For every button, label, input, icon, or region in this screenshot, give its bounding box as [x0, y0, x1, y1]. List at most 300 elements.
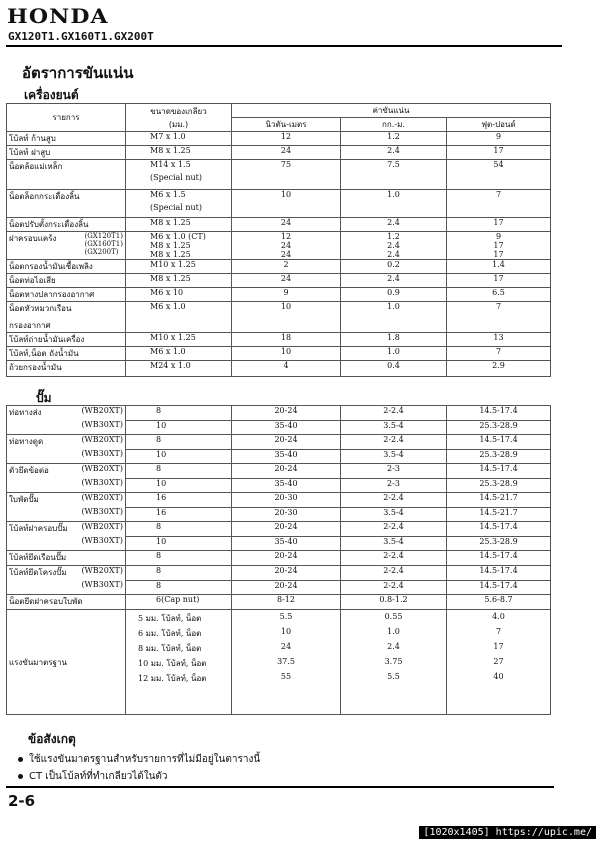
- model-label: (WB30XT): [81, 420, 123, 429]
- kgm-cell: 2-2.4: [341, 493, 447, 508]
- nm-value: 4: [283, 361, 289, 370]
- kgm-cell: 2-2.4: [341, 406, 447, 421]
- engine-torque-table: [6, 103, 551, 377]
- table-row: [7, 595, 551, 610]
- ft-value: 17: [493, 274, 504, 283]
- ft-cell: 14.5-17.4: [447, 580, 551, 595]
- thread-size: M6 x 1.0 (CT): [150, 232, 206, 241]
- nm-value: 10: [280, 190, 292, 199]
- ft-value: 2.9: [492, 361, 505, 370]
- ft-cell: 25.3-28.9: [447, 536, 551, 551]
- nm-value: 12: [280, 232, 292, 241]
- submodel-label: (GX200T): [84, 248, 119, 256]
- table-row: [7, 493, 551, 508]
- item-label: โบ้ลท์ยึดเรือนปั๊ม: [9, 553, 67, 562]
- col-torque-header: ค่าขันแน่น: [232, 104, 551, 118]
- thread-cell: [126, 361, 232, 377]
- nm-value: 10: [280, 627, 292, 636]
- nm-cell: 35-40: [232, 420, 341, 435]
- table-row: [7, 536, 551, 551]
- kgm-value: 5.5: [387, 672, 400, 681]
- thread-cell: 16: [126, 493, 232, 508]
- item-label: โบ้ลท์ ฝาสูบ: [9, 148, 51, 157]
- thread-size: M6 x 1.5: [150, 190, 186, 199]
- col-item-header: รายการ: [7, 104, 126, 132]
- item-cell: [7, 361, 126, 377]
- item-cell: [7, 566, 126, 581]
- note-item: [18, 769, 168, 784]
- submodel-label: (GX160T1): [84, 240, 123, 248]
- table-row: [7, 288, 551, 302]
- nm-cell: 20-30: [232, 493, 341, 508]
- kgm-value: 3.75: [384, 657, 403, 666]
- model-list: GX120T1.GX160T1.GX200T: [8, 30, 154, 43]
- kgm-value: 2.4: [387, 218, 400, 227]
- nm-cell: 20-24: [232, 406, 341, 421]
- ft-cell: [447, 146, 551, 160]
- nm-value: 10: [280, 302, 292, 311]
- model-label: (WB20XT): [81, 522, 123, 531]
- item-cell: [7, 551, 126, 566]
- kgm-cell: 2-2.4: [341, 551, 447, 566]
- thread-cell: 10: [126, 449, 232, 464]
- nm-value: 24: [280, 642, 292, 651]
- submodel-label: (GX120T1): [84, 232, 123, 240]
- kgm-cell: 3.5-4: [341, 449, 447, 464]
- ft-cell: 25.3-28.9: [447, 420, 551, 435]
- model-label: (WB20XT): [81, 493, 123, 502]
- nm-value: 37.5: [277, 657, 295, 666]
- nm-cell: 20-24: [232, 551, 341, 566]
- kgm-cell: 2-2.4: [341, 522, 447, 537]
- table-row: [7, 406, 551, 421]
- item-cell: [7, 260, 126, 274]
- ft-cell: [447, 361, 551, 377]
- thread-size: M8 x 1.25: [150, 218, 191, 227]
- thread-cell: 8: [126, 566, 232, 581]
- thread-size: M24 x 1.0: [150, 361, 191, 370]
- thread-size: 6 มม. โบ้ลท์, น็อต: [138, 629, 202, 638]
- item-cell: [7, 464, 126, 479]
- ft-value: 17: [493, 146, 504, 155]
- ft-value: 1.4: [492, 260, 505, 269]
- kgm-cell: 3.5-4: [341, 507, 447, 522]
- kgm-value: 2.4: [387, 241, 400, 250]
- item-label: น็อตท่อไอเสีย: [9, 276, 56, 285]
- item-cell: [7, 146, 126, 160]
- table-row: [7, 347, 551, 361]
- kgm-cell: [341, 232, 447, 260]
- ft-value: 4.0: [492, 612, 505, 621]
- page-title: อัตราการขันแน่น: [22, 64, 134, 82]
- col-thread-header: [126, 104, 232, 132]
- thread-cell: 8: [126, 551, 232, 566]
- ft-value: 7: [495, 627, 502, 636]
- nm-value: 5.5: [279, 612, 293, 621]
- thread-size: M10 x 1.25: [150, 260, 196, 269]
- model-label: (WB30XT): [81, 449, 123, 458]
- nm-cell: [232, 190, 341, 218]
- ft-cell: 14.5-17.4: [447, 551, 551, 566]
- model-label: (WB30XT): [81, 580, 123, 589]
- thread-cell: [126, 232, 232, 260]
- kgm-value: 0.2: [387, 260, 400, 269]
- kgm-value: 1.0: [387, 302, 400, 311]
- item-label: โบ้ลท์,น็อต ถังน้ำมัน: [9, 349, 79, 358]
- thread-cell: [126, 190, 232, 218]
- item-label: น็อตกรองน้ำมันเชื้อเพลิง: [9, 262, 93, 271]
- ft-cell: 14.5-17.4: [447, 406, 551, 421]
- kgm-value: 1.8: [387, 333, 400, 342]
- bullet-icon: [18, 774, 23, 779]
- table-row: [7, 464, 551, 479]
- item-label: ใบพัดปั๊ม: [9, 495, 39, 504]
- table-row: [7, 420, 551, 435]
- brand-logo: HONDA: [7, 4, 109, 28]
- kgm-cell: 2-2.4: [341, 580, 447, 595]
- model-label: (WB20XT): [81, 435, 123, 444]
- nm-value: 24: [280, 218, 292, 227]
- nm-value: 2: [283, 260, 289, 269]
- item-cell: [7, 132, 126, 146]
- kgm-cell: 2-2.4: [341, 435, 447, 450]
- table-row: [7, 232, 551, 260]
- kgm-cell: [341, 361, 447, 377]
- engine-rows: [7, 132, 551, 377]
- kgm-value: 2.4: [387, 250, 400, 259]
- item-cell: [7, 274, 126, 288]
- thread-cell: 8: [126, 435, 232, 450]
- item-label: น็อตหัวหมวกเรือน: [9, 304, 72, 313]
- thread-size: M8 x 1.25: [150, 250, 191, 259]
- ft-value: 6.5: [492, 288, 505, 297]
- table-row: [7, 302, 551, 333]
- table-row: [7, 610, 551, 715]
- thread-size: 8 มม. โบ้ลท์, น็อต: [138, 644, 202, 653]
- kgm-value: 2.4: [387, 642, 400, 651]
- thread-size: 12 มม. โบ้ลท์, น็อต: [138, 674, 207, 683]
- thread-cell: 8: [126, 580, 232, 595]
- thread-cell: [126, 160, 232, 190]
- nm-cell: [232, 146, 341, 160]
- nm-cell: [232, 610, 341, 715]
- model-label: (WB20XT): [81, 464, 123, 473]
- table-row: [7, 522, 551, 537]
- item-cell: [7, 302, 126, 333]
- ft-cell: 14.5-17.4: [447, 566, 551, 581]
- thread-cell: [126, 274, 232, 288]
- item-label: โบ้ลท์ยึดโครงปั๊ม: [9, 568, 67, 577]
- ft-value: 40: [493, 672, 504, 681]
- thread-size: M14 x 1.5: [150, 160, 191, 169]
- nm-cell: [232, 132, 341, 146]
- kgm-value: 1.2: [387, 232, 400, 241]
- model-label: (WB20XT): [81, 566, 123, 575]
- table-row: [7, 435, 551, 450]
- nm-value: 24: [280, 241, 292, 250]
- item-cell: [7, 420, 126, 435]
- item-cell: [7, 595, 126, 610]
- ft-cell: 25.3-28.9: [447, 478, 551, 493]
- kgm-cell: [341, 190, 447, 218]
- ft-value: 13: [493, 333, 504, 342]
- thread-note: (Special nut): [150, 173, 203, 182]
- kgm-cell: [341, 160, 447, 190]
- ft-value: 17: [493, 642, 504, 651]
- thread-size: M8 x 1.25: [150, 146, 191, 155]
- thread-cell: 6(Cap nut): [126, 595, 232, 610]
- note-text: ใช้แรงขันมาตรฐานสำหรับรายการที่ไม่มีอยู่ในตารางนี้: [29, 754, 261, 765]
- kgm-value: 2.4: [387, 146, 400, 155]
- col-kgm-header: กก.-ม.: [341, 118, 447, 132]
- kgm-cell: [341, 333, 447, 347]
- nm-cell: 20-30: [232, 507, 341, 522]
- kgm-cell: 3.5-4: [341, 420, 447, 435]
- table-row: [7, 260, 551, 274]
- item-submodels: [84, 232, 123, 256]
- nm-cell: [232, 260, 341, 274]
- pump-torque-table: [6, 405, 551, 715]
- nm-cell: [232, 232, 341, 260]
- thread-cell: 10: [126, 420, 232, 435]
- ft-cell: 14.5-17.4: [447, 522, 551, 537]
- nm-value: 75: [280, 160, 292, 169]
- item-label: โบ้ลท์ ก้านสูบ: [9, 134, 56, 143]
- ft-cell: 14.5-21.7: [447, 493, 551, 508]
- kgm-cell: 3.5-4: [341, 536, 447, 551]
- table-row: [7, 449, 551, 464]
- nm-value: 55: [280, 672, 292, 681]
- nm-cell: 20-24: [232, 566, 341, 581]
- item-cell: แรงขันมาตรฐาน: [7, 610, 126, 715]
- thread-cell: [126, 132, 232, 146]
- item-cell: [7, 580, 126, 595]
- nm-cell: [232, 288, 341, 302]
- nm-cell: 20-24: [232, 522, 341, 537]
- thread-size: M6 x 1.0: [150, 302, 186, 311]
- ft-cell: 25.3-28.9: [447, 449, 551, 464]
- ft-value: 7: [495, 347, 502, 356]
- ft-cell: [447, 218, 551, 232]
- kgm-cell: [341, 274, 447, 288]
- kgm-value: 0.9: [387, 288, 400, 297]
- model-label: (WB30XT): [81, 536, 123, 545]
- footer-rule: [6, 786, 554, 788]
- item-cell: [7, 536, 126, 551]
- pump-section-title: ปั๊ม: [36, 391, 52, 405]
- kgm-cell: [341, 146, 447, 160]
- thread-cell: [126, 302, 232, 333]
- kgm-cell: 0.8-1.2: [341, 595, 447, 610]
- ft-cell: [447, 274, 551, 288]
- table-row: [7, 190, 551, 218]
- thread-cell: 10: [126, 478, 232, 493]
- model-label: (WB30XT): [81, 507, 123, 516]
- kgm-value: 1.2: [387, 132, 400, 141]
- ft-value: 54: [493, 160, 504, 169]
- ft-cell: 14.5-17.4: [447, 464, 551, 479]
- thread-size: M8 x 1.25: [150, 241, 191, 250]
- nm-cell: [232, 361, 341, 377]
- kgm-value: 7.5: [387, 160, 400, 169]
- ft-cell: [447, 610, 551, 715]
- ft-value: 17: [493, 218, 504, 227]
- item-cell: [7, 435, 126, 450]
- thread-size: 5 มม. โบ้ลท์, น็อต: [138, 614, 202, 623]
- watermark: [1020x1405] https://upic.me/: [419, 826, 596, 839]
- item-label: โบ้ลท์ฝาครอบปั๊ม: [9, 524, 68, 533]
- table-row: [7, 132, 551, 146]
- thread-cell: 10: [126, 536, 232, 551]
- nm-cell: 35-40: [232, 478, 341, 493]
- thread-note: (Special nut): [150, 203, 203, 212]
- ft-cell: 14.5-21.7: [447, 507, 551, 522]
- thread-cell: 8: [126, 464, 232, 479]
- header-rule: [6, 45, 562, 47]
- kgm-cell: [341, 288, 447, 302]
- thread-cell: 16: [126, 507, 232, 522]
- ft-value: 9: [495, 232, 502, 241]
- nm-value: 24: [280, 274, 292, 283]
- kgm-cell: [341, 132, 447, 146]
- kgm-cell: 2-3: [341, 464, 447, 479]
- kgm-cell: [341, 218, 447, 232]
- kgm-value: 1.0: [387, 347, 400, 356]
- item-label: น็อตล้อแม่เหล็ก: [9, 162, 63, 171]
- item-label: ท่อทางส่ง: [9, 408, 42, 417]
- engine-section-title: เครื่องยนต์: [24, 88, 79, 102]
- item-label: ฝาครอบแคร้ง: [9, 234, 57, 243]
- nm-cell: [232, 333, 341, 347]
- thread-header-unit: (มม.): [168, 119, 189, 129]
- item-cell: [7, 190, 126, 218]
- kgm-value: 1.0: [387, 190, 400, 199]
- thread-size: 10 มม. โบ้ลท์, น็อต: [138, 659, 207, 668]
- nm-value: 24: [280, 250, 292, 259]
- kgm-cell: [341, 260, 447, 274]
- item-label: น็อตปรับตั้งกระเดื่องลิ้น: [9, 220, 89, 229]
- ft-cell: [447, 288, 551, 302]
- item-label: น็อตหางปลากรองอากาศ: [9, 290, 95, 299]
- nm-value: 18: [280, 333, 292, 342]
- ft-cell: 5.6-8.7: [447, 595, 551, 610]
- ft-cell: [447, 302, 551, 333]
- kgm-cell: [341, 347, 447, 361]
- bullet-icon: [18, 757, 23, 762]
- item-cell: [7, 507, 126, 522]
- table-row: [7, 160, 551, 190]
- note-item: [18, 752, 260, 767]
- table-row: [7, 274, 551, 288]
- kgm-cell: [341, 302, 447, 333]
- thread-size: M7 x 1.0: [150, 132, 186, 141]
- kgm-value: 0.4: [387, 361, 400, 370]
- nm-value: 9: [283, 288, 289, 297]
- col-nm-header: นิวตัน-เมตร: [232, 118, 341, 132]
- item-label: ท่อทางดูด: [9, 437, 44, 446]
- thread-cell: 8: [126, 406, 232, 421]
- nm-cell: [232, 302, 341, 333]
- thread-cell: [126, 610, 232, 715]
- kgm-value: 0.55: [384, 612, 403, 621]
- note-text: CT เป็นโบ้ลท์ที่ทำเกลียวได้ในตัว: [29, 771, 168, 782]
- thread-cell: [126, 218, 232, 232]
- thread-size: M6 x 10: [150, 288, 184, 297]
- table-row: [7, 478, 551, 493]
- table-row: [7, 507, 551, 522]
- ft-value: 7: [495, 302, 502, 311]
- item-label: น็อตยึดฝาครอบใบพัด: [9, 597, 83, 606]
- item-cell: [7, 232, 126, 260]
- item-cell: [7, 333, 126, 347]
- nm-cell: 20-24: [232, 464, 341, 479]
- ft-value: 17: [493, 250, 504, 259]
- thread-cell: [126, 288, 232, 302]
- nm-cell: 20-24: [232, 435, 341, 450]
- thread-size: M8 x 1.25: [150, 274, 191, 283]
- kgm-value: 2.4: [387, 274, 400, 283]
- thread-cell: [126, 333, 232, 347]
- nm-value: 24: [280, 146, 292, 155]
- item-label: ตัวยึดข้อต่อ: [9, 466, 49, 475]
- ft-cell: [447, 132, 551, 146]
- nm-cell: 8-12: [232, 595, 341, 610]
- item-cell: [7, 218, 126, 232]
- item-label: โบ้ลท์ถ่ายน้ำมันเครื่อง: [9, 335, 85, 344]
- ft-value: 7: [495, 190, 502, 199]
- ft-cell: [447, 190, 551, 218]
- thread-header-label: ขนาดของเกลียว: [150, 106, 207, 116]
- notes-title: ข้อสังเกตุ: [28, 732, 76, 746]
- table-row: [7, 333, 551, 347]
- model-label: (WB20XT): [81, 406, 123, 415]
- ft-value: 17: [493, 241, 504, 250]
- nm-cell: [232, 274, 341, 288]
- ft-value: 9: [495, 132, 502, 141]
- kgm-cell: 2-2.4: [341, 566, 447, 581]
- table-row: [7, 218, 551, 232]
- table-row: [7, 551, 551, 566]
- model-label: (WB30XT): [81, 478, 123, 487]
- item-cell: [7, 406, 126, 421]
- item-label: น็อตล็อกกระเดื่องลิ้น: [9, 192, 80, 201]
- item-label-2: กรองอากาศ: [9, 321, 51, 330]
- nm-cell: 35-40: [232, 536, 341, 551]
- item-cell: [7, 522, 126, 537]
- nm-cell: 20-24: [232, 580, 341, 595]
- ft-cell: 14.5-17.4: [447, 435, 551, 450]
- table-row: [7, 146, 551, 160]
- kgm-cell: [341, 610, 447, 715]
- col-ftlb-header: ฟุต-ปอนด์: [447, 118, 551, 132]
- nm-cell: 35-40: [232, 449, 341, 464]
- ft-cell: [447, 160, 551, 190]
- item-cell: [7, 288, 126, 302]
- item-cell: [7, 449, 126, 464]
- page-number: 2-6: [8, 792, 36, 810]
- kgm-value: 1.0: [387, 627, 400, 636]
- item-cell: [7, 478, 126, 493]
- ft-cell: [447, 260, 551, 274]
- pump-rows: [7, 406, 551, 715]
- thread-cell: [126, 146, 232, 160]
- item-cell: [7, 160, 126, 190]
- thread-cell: 8: [126, 522, 232, 537]
- thread-cell: [126, 260, 232, 274]
- item-cell: [7, 347, 126, 361]
- thread-size: M10 x 1.25: [150, 333, 196, 342]
- ft-cell: [447, 333, 551, 347]
